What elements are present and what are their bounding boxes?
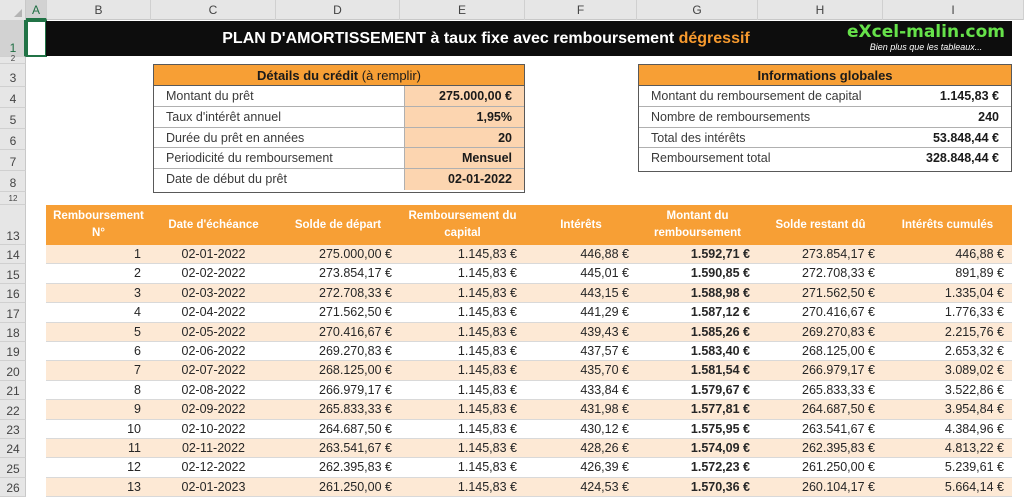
- cell-capital-repayment[interactable]: 1.145,83 €: [457, 402, 517, 417]
- cell-repayment-number[interactable]: 9: [134, 402, 141, 417]
- cell-cumulative-interest[interactable]: 1.335,04 €: [944, 285, 1004, 300]
- cell-interest[interactable]: 430,12 €: [580, 421, 629, 436]
- global-info-row: [639, 86, 1011, 107]
- cell-starting-balance[interactable]: 265.833,33 €: [319, 402, 392, 417]
- cell-repayment-amount[interactable]: 1.570,36 €: [690, 479, 750, 494]
- cell-interest[interactable]: 446,88 €: [580, 247, 629, 261]
- table-row: [46, 342, 1012, 361]
- credit-row: [154, 107, 524, 128]
- total-repayment-value: 328.848,44 €: [926, 151, 999, 166]
- cell-starting-balance[interactable]: 264.687,50 €: [319, 421, 392, 436]
- cell-cumulative-interest[interactable]: 4.813,22 €: [944, 441, 1004, 455]
- cell-interest[interactable]: 441,29 €: [580, 305, 629, 320]
- brand-logo: [846, 23, 1006, 52]
- header-due-date: Date d'échéance: [168, 218, 259, 231]
- credit-row-label: Montant du prêt: [166, 89, 254, 103]
- row-header-21[interactable]: 21: [0, 381, 26, 400]
- cell-starting-balance[interactable]: 262.395,83 €: [319, 460, 392, 475]
- table-row: [46, 284, 1012, 303]
- column-header-h[interactable]: H: [758, 0, 883, 20]
- cell-due-date[interactable]: 02-09-2022: [181, 402, 246, 417]
- column-header-c[interactable]: C: [151, 0, 276, 20]
- header-repayment-amount: Montant du remboursement: [654, 210, 741, 239]
- cell-remaining-balance[interactable]: 264.687,50 €: [802, 402, 875, 417]
- credit-row: [154, 128, 524, 149]
- loan-duration-input[interactable]: 20: [404, 128, 524, 148]
- cell-repayment-number[interactable]: 3: [134, 285, 141, 300]
- column-header-e[interactable]: E: [400, 0, 525, 20]
- cell-starting-balance[interactable]: 269.270,83 €: [319, 344, 392, 358]
- cell-remaining-balance[interactable]: 273.854,17 €: [802, 247, 875, 261]
- column-header-bar: [0, 0, 1024, 20]
- cell-due-date[interactable]: 02-01-2023: [181, 479, 246, 494]
- cell-starting-balance[interactable]: 275.000,00 €: [319, 247, 392, 261]
- row-header-3[interactable]: 3: [0, 64, 26, 87]
- cell-repayment-amount[interactable]: 1.577,81 €: [690, 402, 750, 417]
- table-row: [46, 478, 1012, 497]
- cell-cumulative-interest[interactable]: 2.215,76 €: [944, 324, 1004, 339]
- cell-interest[interactable]: 445,01 €: [580, 266, 629, 281]
- cell-due-date[interactable]: 02-11-2022: [181, 441, 245, 455]
- cell-remaining-balance[interactable]: 263.541,67 €: [802, 421, 875, 436]
- cell-cumulative-interest[interactable]: 3.089,02 €: [944, 363, 1004, 378]
- cell-capital-repayment[interactable]: 1.145,83 €: [457, 285, 517, 300]
- cell-capital-repayment[interactable]: 1.145,83 €: [457, 344, 517, 358]
- cell-capital-repayment[interactable]: 1.145,83 €: [457, 382, 517, 397]
- row-header-26[interactable]: 26: [0, 478, 26, 497]
- credit-row-label: Durée du prêt en années: [166, 130, 305, 145]
- cell-due-date[interactable]: 02-12-2022: [181, 460, 246, 475]
- credit-row-label: Periodicité du remboursement: [166, 151, 333, 166]
- capital-repayment-value: 1.145,83 €: [939, 89, 999, 103]
- cell-capital-repayment[interactable]: 1.145,83 €: [457, 460, 517, 475]
- cell-remaining-balance[interactable]: 265.833,33 €: [802, 382, 875, 397]
- loan-amount-input[interactable]: 275.000,00 €: [404, 86, 524, 106]
- global-info-box: [638, 64, 1012, 172]
- cell-repayment-amount[interactable]: 1.572,23 €: [690, 460, 750, 475]
- cell-remaining-balance[interactable]: 270.416,67 €: [802, 305, 875, 320]
- column-header-i[interactable]: I: [883, 0, 1024, 20]
- global-info-label: Nombre de remboursements: [651, 109, 811, 124]
- row-header-16[interactable]: 16: [0, 284, 26, 303]
- column-header-d[interactable]: D: [276, 0, 400, 20]
- row-header-7[interactable]: 7: [0, 150, 26, 171]
- cell-repayment-number[interactable]: 8: [134, 382, 141, 397]
- cell-repayment-amount[interactable]: 1.581,54 €: [690, 363, 750, 378]
- cell-repayment-amount[interactable]: 1.588,98 €: [690, 285, 750, 300]
- amortization-table-header: [46, 205, 1012, 245]
- cell-repayment-amount[interactable]: 1.585,26 €: [690, 324, 750, 339]
- cell-due-date[interactable]: 02-05-2022: [181, 324, 246, 339]
- cell-starting-balance[interactable]: 268.125,00 €: [319, 363, 392, 378]
- cell-repayment-amount[interactable]: 1.579,67 €: [690, 382, 750, 397]
- column-header-g[interactable]: G: [637, 0, 758, 20]
- cell-remaining-balance[interactable]: 262.395,83 €: [802, 441, 875, 455]
- cell-cumulative-interest[interactable]: 3.522,86 €: [944, 382, 1004, 397]
- credit-row-label: Date de début du prêt: [166, 172, 287, 186]
- table-row: [46, 245, 1012, 264]
- cell-due-date[interactable]: 02-10-2022: [181, 421, 246, 436]
- interest-rate-input[interactable]: 1,95%: [404, 107, 524, 127]
- cell-interest[interactable]: 424,53 €: [580, 479, 629, 494]
- cell-repayment-number[interactable]: 10: [127, 421, 141, 436]
- cell-remaining-balance[interactable]: 268.125,00 €: [802, 344, 875, 358]
- cell-starting-balance[interactable]: 271.562,50 €: [319, 305, 392, 320]
- cell-interest[interactable]: 435,70 €: [580, 363, 629, 378]
- cell-due-date[interactable]: 02-02-2022: [181, 266, 246, 281]
- cell-starting-balance[interactable]: 263.541,67 €: [319, 441, 392, 455]
- global-info-label: Remboursement total: [651, 151, 771, 166]
- title-highlight: dégressif: [678, 30, 750, 47]
- title-bar: [46, 21, 1012, 56]
- cell-cumulative-interest[interactable]: 446,88 €: [955, 247, 1004, 261]
- credit-details-header: Détails du crédit (à remplir): [154, 65, 524, 86]
- cell-interest[interactable]: 433,84 €: [580, 382, 629, 397]
- cell-capital-repayment[interactable]: 1.145,83 €: [457, 305, 517, 320]
- cell-repayment-number[interactable]: 4: [134, 305, 141, 320]
- row-header-5[interactable]: 5: [0, 108, 26, 129]
- global-info-row: [639, 148, 1011, 169]
- cell-starting-balance[interactable]: 270.416,67 €: [319, 324, 392, 339]
- cell-capital-repayment[interactable]: 1.145,83 €: [457, 247, 517, 261]
- header-remaining-balance: Solde restant dû: [775, 218, 866, 231]
- cell-repayment-number[interactable]: 7: [134, 363, 141, 378]
- cell-capital-repayment[interactable]: 1.145,83 €: [457, 363, 517, 378]
- table-row: [46, 400, 1012, 419]
- cell-remaining-balance[interactable]: 266.979,17 €: [802, 363, 875, 378]
- row-header-6[interactable]: 6: [0, 129, 26, 150]
- row-header-20[interactable]: 20: [0, 361, 26, 380]
- row-header-4[interactable]: 4: [0, 87, 26, 108]
- cell-remaining-balance[interactable]: 261.250,00 €: [802, 460, 875, 475]
- cell-cumulative-interest[interactable]: 5.239,61 €: [944, 460, 1004, 475]
- credit-row: [154, 169, 524, 190]
- global-info-header: Informations globales: [639, 65, 1011, 86]
- cell-repayment-number[interactable]: 11: [128, 441, 141, 455]
- cell-due-date[interactable]: 02-06-2022: [181, 344, 246, 358]
- select-all-corner[interactable]: [0, 0, 26, 20]
- column-header-a[interactable]: A: [26, 0, 47, 20]
- row-header-2[interactable]: 2: [0, 57, 26, 64]
- brand-tagline: Bien plus que les tableaux...: [869, 42, 983, 52]
- cell-repayment-amount[interactable]: 1.574,09 €: [690, 441, 750, 455]
- row-header-25[interactable]: 25: [0, 458, 26, 477]
- cell-due-date[interactable]: 02-08-2022: [181, 382, 246, 397]
- cell-remaining-balance[interactable]: 269.270,83 €: [802, 324, 875, 339]
- header-interest: Intérêts: [560, 218, 602, 231]
- cell-due-date[interactable]: 02-03-2022: [181, 285, 246, 300]
- cell-interest[interactable]: 439,43 €: [580, 324, 629, 339]
- cell-remaining-balance[interactable]: 260.104,17 €: [802, 479, 875, 494]
- cell-interest[interactable]: 437,57 €: [580, 344, 629, 358]
- table-row: [46, 458, 1012, 477]
- cell-remaining-balance[interactable]: 272.708,33 €: [802, 266, 875, 281]
- credit-row: [154, 86, 524, 107]
- row-header-15[interactable]: 15: [0, 264, 26, 283]
- cell-repayment-number[interactable]: 2: [134, 266, 141, 281]
- column-header-b[interactable]: B: [47, 0, 151, 20]
- cell-repayment-amount[interactable]: 1.590,85 €: [690, 266, 750, 281]
- cell-capital-repayment[interactable]: 1.145,83 €: [457, 441, 517, 455]
- global-info-row: [639, 107, 1011, 128]
- row-header-12[interactable]: 12: [0, 192, 26, 205]
- global-info-row: [639, 128, 1011, 149]
- row-header-8[interactable]: 8: [0, 171, 26, 192]
- cell-due-date[interactable]: 02-01-2022: [181, 247, 246, 261]
- row-header-24[interactable]: 24: [0, 439, 26, 458]
- table-row: [46, 420, 1012, 439]
- cell-cumulative-interest[interactable]: 1.776,33 €: [944, 305, 1004, 320]
- cell-cumulative-interest[interactable]: 5.664,14 €: [944, 479, 1004, 494]
- credit-row-label: Taux d'intérêt annuel: [166, 109, 281, 124]
- row-header-23[interactable]: 23: [0, 420, 26, 439]
- row-header-19[interactable]: 19: [0, 342, 26, 361]
- cell-interest[interactable]: 443,15 €: [580, 285, 629, 300]
- global-info-label: Total des intérêts: [651, 130, 746, 145]
- cell-repayment-amount[interactable]: 1.575,95 €: [690, 421, 750, 436]
- row-header-22[interactable]: 22: [0, 400, 26, 419]
- cell-capital-repayment[interactable]: 1.145,83 €: [457, 479, 517, 494]
- row-header-13[interactable]: 13: [0, 205, 26, 245]
- column-header-f[interactable]: F: [525, 0, 637, 20]
- page-title: PLAN D'AMORTISSEMENT à taux fixe avec remboursement dégressif: [222, 30, 750, 47]
- global-info-label: Montant du remboursement de capital: [651, 89, 862, 103]
- row-header-18[interactable]: 18: [0, 323, 26, 342]
- cell-repayment-number[interactable]: 5: [134, 324, 141, 339]
- cell-starting-balance[interactable]: 266.979,17 €: [319, 382, 392, 397]
- table-row: [46, 303, 1012, 322]
- header-starting-balance: Solde de départ: [294, 218, 382, 231]
- credit-details-box: [153, 64, 525, 193]
- credit-row: [154, 148, 524, 169]
- cell-repayment-amount[interactable]: 1.583,40 €: [690, 344, 750, 358]
- table-row: [46, 439, 1012, 458]
- cell-starting-balance[interactable]: 273.854,17 €: [319, 266, 392, 281]
- cell-cumulative-interest[interactable]: 2.653,32 €: [944, 344, 1004, 358]
- cell-starting-balance[interactable]: 261.250,00 €: [319, 479, 392, 494]
- start-date-input[interactable]: 02-01-2022: [404, 169, 524, 190]
- cell-interest[interactable]: 428,26 €: [580, 441, 629, 455]
- table-row: [46, 361, 1012, 380]
- cell-cumulative-interest[interactable]: 4.384,96 €: [944, 421, 1004, 436]
- selected-cell-a1[interactable]: [26, 20, 47, 57]
- cell-capital-repayment[interactable]: 1.145,83 €: [457, 266, 517, 281]
- cell-repayment-number[interactable]: 6: [134, 344, 141, 358]
- cell-cumulative-interest[interactable]: 891,89 €: [955, 266, 1004, 281]
- periodicity-select[interactable]: Mensuel: [404, 148, 524, 168]
- cell-capital-repayment[interactable]: 1.145,83 €: [457, 324, 517, 339]
- brand-name: eXcel-malin.com: [847, 22, 1005, 42]
- cell-interest[interactable]: 426,39 €: [580, 460, 629, 475]
- cell-repayment-number[interactable]: 12: [127, 460, 141, 475]
- total-interest-value: 53.848,44 €: [932, 130, 999, 145]
- cell-repayment-amount[interactable]: 1.592,71 €: [690, 247, 750, 261]
- header-capital-repayment: Remboursement du capital: [408, 210, 517, 239]
- cell-cumulative-interest[interactable]: 3.954,84 €: [944, 402, 1004, 417]
- row-header-14[interactable]: 14: [0, 245, 26, 264]
- repayment-count-value: 240: [978, 109, 999, 124]
- cell-due-date[interactable]: 02-07-2022: [181, 363, 246, 378]
- cell-capital-repayment[interactable]: 1.145,83 €: [457, 421, 517, 436]
- cell-due-date[interactable]: 02-04-2022: [181, 305, 246, 320]
- header-cumulative-interest: Intérêts cumulés: [901, 218, 994, 231]
- cell-starting-balance[interactable]: 272.708,33 €: [319, 285, 392, 300]
- table-row: [46, 323, 1012, 342]
- table-row: [46, 264, 1012, 283]
- cell-remaining-balance[interactable]: 271.562,50 €: [802, 285, 875, 300]
- cell-repayment-amount[interactable]: 1.587,12 €: [690, 305, 750, 320]
- row-header-17[interactable]: 17: [0, 303, 26, 322]
- row-header-1[interactable]: 1: [0, 20, 26, 57]
- table-row: [46, 381, 1012, 400]
- header-repayment-number: Remboursement N°: [53, 210, 144, 239]
- cell-interest[interactable]: 431,98 €: [580, 402, 629, 417]
- cell-repayment-number[interactable]: 1: [134, 247, 141, 261]
- cell-repayment-number[interactable]: 13: [127, 479, 141, 494]
